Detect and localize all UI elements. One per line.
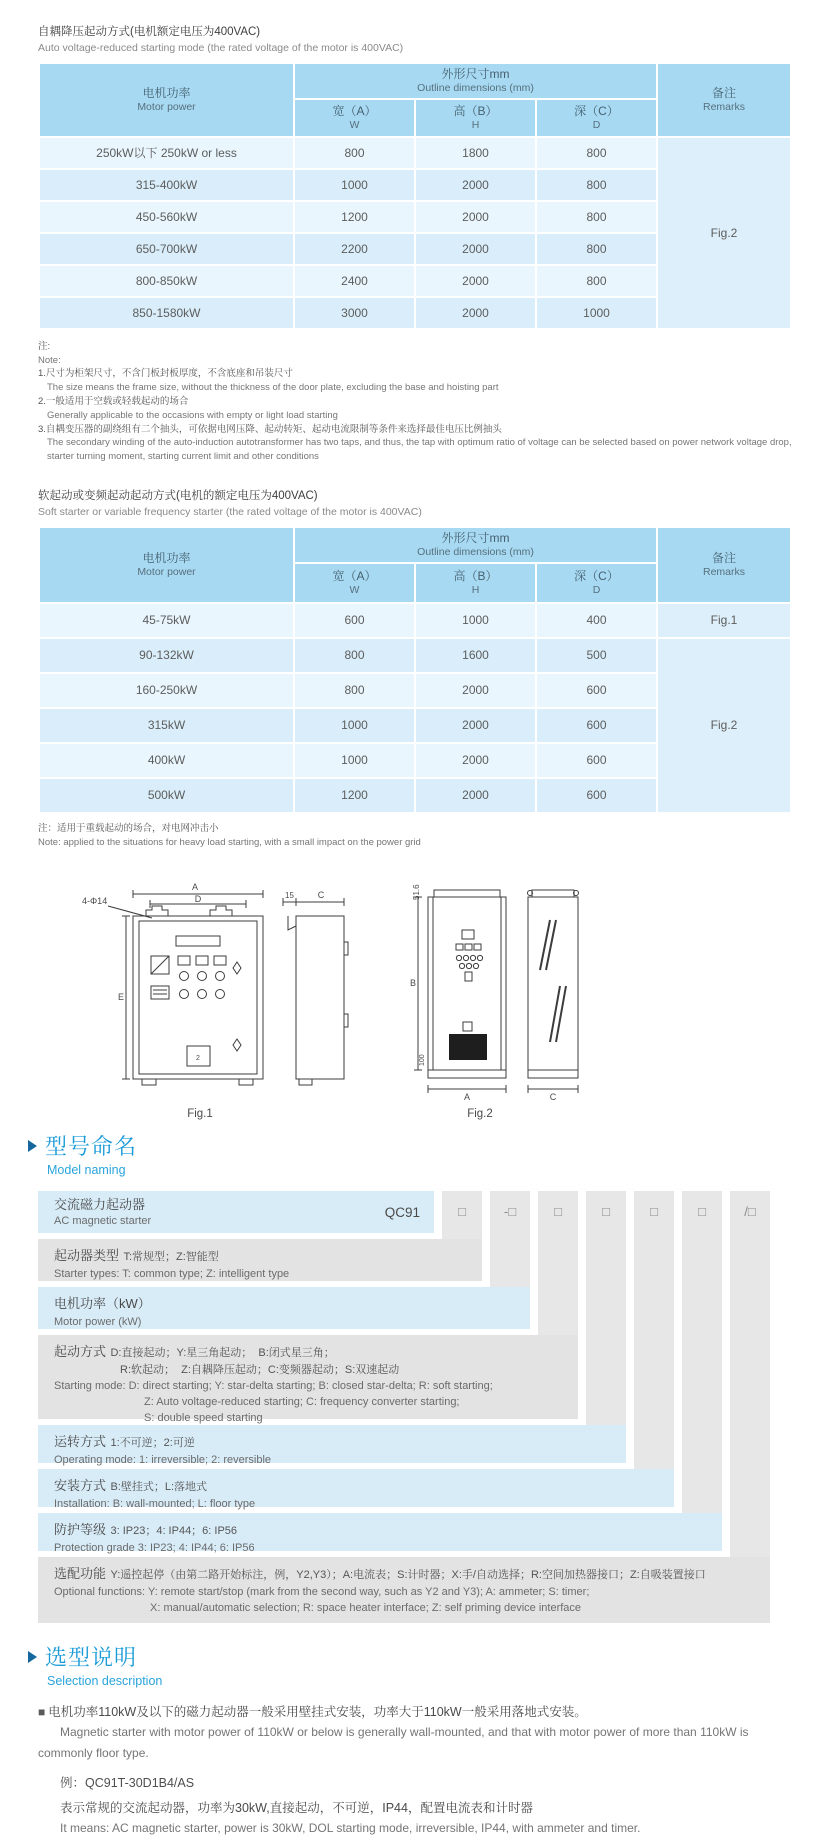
cell-w: 600: [295, 604, 414, 637]
naming-row-protection-grade: [38, 1513, 722, 1555]
cell-power: 500kW: [40, 779, 293, 812]
section-arrow-icon: [28, 1651, 37, 1663]
note-line: 注：适用于重载起动的场合，对电网冲击小: [38, 822, 219, 834]
header-remarks: 备注 Remarks: [658, 64, 790, 136]
cell-w: 1000: [295, 709, 414, 742]
cell-d: 800: [537, 170, 656, 200]
cell-d: 1000: [537, 298, 656, 328]
header-width: 宽（A） W: [295, 100, 414, 136]
header-motor-power: 电机功率 Motor power: [40, 64, 293, 136]
selection-paragraph-en: Magnetic starter with motor power of 110kW or below is generally wall-mounted, and that with motor power of more than 110kW is: [60, 1725, 749, 1740]
cell-w: 1200: [295, 779, 414, 812]
naming-row-starter-type: [38, 1239, 482, 1281]
cell-d: 800: [537, 138, 656, 168]
cell-h: 2000: [416, 709, 535, 742]
naming-en: Starting mode: D: direct starting; Y: star-delta starting; B: closed star-delta; R: soft starting;: [54, 1380, 493, 1393]
dim-label-d: D: [194, 894, 202, 905]
cell-power: 400kW: [40, 744, 293, 777]
cell-d: 600: [537, 779, 656, 812]
note-line: 1.尺寸为柜架尺寸，不含门板封板厚度，不含底座和吊装尺寸: [38, 368, 293, 380]
cell-h: 2000: [416, 170, 535, 200]
cell-w: 1000: [295, 744, 414, 777]
code-box: □: [602, 1204, 610, 1220]
dim-label-a: A: [191, 882, 199, 893]
code-stripe-2: [490, 1191, 530, 1287]
header-depth: 深（C） D: [537, 100, 656, 136]
selection-title-en: Selection description: [47, 1674, 163, 1689]
naming-detail: R:软起动； Z:自耦降压起动；C:变频器起动；S:双速起动: [120, 1364, 400, 1377]
section-arrow-icon: [28, 1140, 37, 1152]
note-line: 3.自耦变压器的副绕组有二个抽头，可依据电网压降、起动转矩、起动电流限制等条件来选择最佳电压比例抽头: [38, 423, 502, 435]
naming-detail: 1:不可逆；2:可逆: [110, 1437, 195, 1450]
naming-row-installation: [38, 1469, 674, 1511]
code-box: /□: [744, 1204, 756, 1220]
naming-en: Z: Auto voltage-reduced starting; C: frequency converter starting;: [144, 1396, 460, 1409]
dim-label-a2: A: [463, 1092, 471, 1103]
dim-label-phi: 4-Φ14: [82, 896, 108, 907]
dim-label-b: B: [409, 978, 417, 989]
table1-title-cn: 自耦降压起动方式(电机额定电压为400VAC): [38, 26, 261, 38]
header-outline-dimensions: 外形尺寸mm Outline dimensions (mm): [295, 528, 656, 562]
cell-w: 3000: [295, 298, 414, 328]
selection-header: [28, 1641, 792, 1672]
naming-en: Protection grade 3: IP23; 4: IP44; 6: IP56: [54, 1542, 255, 1555]
naming-en: Optional functions: Y: remote start/stop (mark from the second way, such as Y2 and Y3); A: ammeter; S: timer;: [54, 1586, 590, 1599]
naming-en: X: manual/automatic selection; R: space heater interface; Z: self priming device interface: [150, 1602, 582, 1615]
cell-d: 800: [537, 202, 656, 232]
cell-w: 1000: [295, 170, 414, 200]
table2-title-en: Soft starter or variable frequency starter (the rated voltage of the motor is 400VAC): [38, 506, 422, 519]
cell-h: 1000: [416, 604, 535, 637]
code-box: □: [458, 1204, 466, 1220]
code-box: □: [698, 1204, 706, 1220]
code-box: □: [554, 1204, 562, 1220]
model-naming-title-cn: 型号命名: [45, 1134, 138, 1160]
cell-h: 2000: [416, 744, 535, 777]
note-line: starter turning moment, starting current limit and other conditions: [47, 451, 319, 463]
header-height: 高（B） H: [416, 564, 535, 602]
cell-remark: Fig.2: [658, 138, 790, 328]
naming-row-motor-power: [38, 1287, 530, 1329]
fig1-side-view: [283, 890, 348, 1085]
naming-label: 安装方式: [54, 1478, 107, 1494]
naming-en: Installation: B: wall-mounted; L: floor type: [54, 1498, 256, 1511]
table-header-row: [40, 64, 790, 98]
note-line: 2.一般适用于空载或轻载起动的场合: [38, 396, 189, 407]
code-stripe-6: [682, 1191, 722, 1513]
selection-paragraph-en: commonly floor type.: [38, 1746, 149, 1761]
product-name-cn: 交流磁力起动器: [54, 1197, 146, 1213]
cell-w: 800: [295, 639, 414, 672]
table-row: [40, 639, 790, 672]
cell-remark-fig2: Fig.2: [658, 639, 790, 812]
cell-h: 2000: [416, 674, 535, 707]
example-description-cn: 表示常规的交流起动器，功率为30kW,直接起动，不可逆，IP44，配置电流表和计时器: [60, 1801, 533, 1816]
table-row: [40, 138, 790, 168]
dim-label-100: 100: [419, 1054, 426, 1067]
naming-en: S: double speed starting: [144, 1412, 263, 1425]
cell-power: 45-75kW: [40, 604, 293, 637]
cell-power: 90-132kW: [40, 639, 293, 672]
naming-row-product: [38, 1191, 434, 1233]
cell-h: 2000: [416, 202, 535, 232]
plate-label: 2: [196, 1055, 200, 1063]
note-line: Note: applied to the situations for heavy load starting, with a small impact on the power grid: [38, 837, 421, 849]
naming-detail: Y:遥控起停（由第二路开始标注，例，Y2,Y3）；A:电流表；S:计时器；X:手/自动选择；R:空间加热器接口；Z:自吸装置接口: [110, 1569, 706, 1582]
cell-d: 800: [537, 266, 656, 296]
cell-w: 800: [295, 674, 414, 707]
square-bullet-icon: ■: [38, 1705, 46, 1720]
naming-detail: B:壁挂式；L:落地式: [110, 1481, 208, 1494]
header-motor-power: 电机功率 Motor power: [40, 528, 293, 602]
table-header-row: [40, 528, 790, 562]
auto-reduced-dimensions-table: [38, 62, 792, 330]
cell-power: 650-700kW: [40, 234, 293, 264]
cell-power: 850-1580kW: [40, 298, 293, 328]
dim-label-c2: C: [549, 1092, 557, 1103]
naming-row-starting-mode: [38, 1335, 578, 1425]
cell-h: 2000: [416, 266, 535, 296]
fig1-caption: Fig.1: [187, 1108, 213, 1121]
model-code: QC91: [384, 1204, 420, 1220]
code-box: -□: [503, 1204, 517, 1220]
cell-remark-fig1: Fig.1: [658, 604, 790, 637]
cell-h: 1600: [416, 639, 535, 672]
cell-w: 2200: [295, 234, 414, 264]
cell-d: 600: [537, 674, 656, 707]
selection-section: [38, 1641, 792, 1839]
table2-note: [38, 822, 792, 851]
note-line: Note:: [38, 354, 61, 366]
naming-label: 防护等级: [54, 1522, 107, 1538]
code-box: □: [650, 1204, 658, 1220]
model-naming-title-en: Model naming: [47, 1163, 126, 1178]
cell-power: 800-850kW: [40, 266, 293, 296]
fig2-side-view: [528, 890, 579, 1102]
dim-label-e: E: [117, 992, 125, 1003]
naming-label: 起动方式: [54, 1344, 107, 1360]
soft-starter-dimensions-table: [38, 526, 792, 814]
header-outline-dimensions: 外形尺寸mm Outline dimensions (mm): [295, 64, 656, 98]
cell-power: 315kW: [40, 709, 293, 742]
header-height: 高（B） H: [416, 100, 535, 136]
example-description-en: It means: AC magnetic starter, power is 30kW, DOL starting mode, irreversible, IP44, with ammeter and timer.: [60, 1821, 641, 1836]
cell-w: 2400: [295, 266, 414, 296]
header-remarks: 备注 Remarks: [658, 528, 790, 602]
note-line: 注:: [38, 340, 51, 352]
fig2-front-view: [410, 884, 506, 1102]
naming-row-operating-mode: [38, 1425, 626, 1467]
dim-label-516: 51.6: [412, 884, 421, 901]
cell-power: 450-560kW: [40, 202, 293, 232]
table1-title-en: Auto voltage-reduced starting mode (the rated voltage of the motor is 400VAC): [38, 42, 404, 55]
cell-power: 315-400kW: [40, 170, 293, 200]
fig1-front-view: [82, 882, 263, 1085]
model-naming-table: [38, 1191, 792, 1623]
note-line: Generally applicable to the occasions with empty or light load starting: [47, 409, 338, 421]
fig2-caption: Fig.2: [467, 1108, 493, 1121]
code-stripe-1: [442, 1191, 482, 1239]
cell-h: 2000: [416, 779, 535, 812]
note-line: The size means the frame size, without the thickness of the door plate, excluding the base and hoisting part: [47, 382, 499, 394]
cell-power: 160-250kW: [40, 674, 293, 707]
selection-title-cn: 选型说明: [45, 1645, 138, 1671]
naming-label: 选配功能: [54, 1566, 107, 1582]
example-model-code: 例：QC91T-30D1B4/AS: [60, 1776, 195, 1791]
figure-drawings: [38, 874, 792, 1122]
naming-detail: T:常规型；Z:智能型: [123, 1251, 219, 1264]
cell-d: 400: [537, 604, 656, 637]
naming-row-optional-functions: [38, 1557, 770, 1623]
code-stripe-3: [538, 1191, 578, 1335]
note-line: The secondary winding of the auto-induction autotransformer has two taps, and thus, the tap with optimum ratio of voltage can be selected based on power network voltage drop,: [47, 437, 792, 449]
naming-label: 电机功率（kW）: [54, 1296, 151, 1312]
naming-detail: 3: IP23；4: IP44；6: IP56: [110, 1525, 238, 1538]
cell-w: 1200: [295, 202, 414, 232]
dim-label-c: C: [317, 890, 325, 901]
naming-en: Operating mode: 1: irreversible; 2: reversible: [54, 1454, 272, 1467]
cell-h: 1800: [416, 138, 535, 168]
naming-en: Starter types: T: common type; Z: intelligent type: [54, 1268, 290, 1281]
table1-notes: [38, 340, 792, 464]
cell-h: 2000: [416, 234, 535, 264]
table2-title-cn: 软起动或变频起动起动方式(电机的额定电压为400VAC): [38, 489, 318, 502]
cell-w: 800: [295, 138, 414, 168]
header-width: 宽（A） W: [295, 564, 414, 602]
naming-detail: D:直接起动；Y:星三角起动； B:闭式星三角；: [110, 1347, 335, 1360]
naming-label: 运转方式: [54, 1434, 107, 1450]
table-row: [40, 604, 790, 637]
code-stripe-5: [634, 1191, 674, 1469]
selection-paragraph-cn: ■ 电机功率110kW及以下的磁力起动器一般采用壁挂式安装，功率大于110kW一般采用落地式安装。: [38, 1705, 587, 1720]
cell-h: 2000: [416, 298, 535, 328]
cell-d: 500: [537, 639, 656, 672]
dimension-drawings-svg: [38, 874, 792, 1122]
cell-d: 600: [537, 744, 656, 777]
cell-d: 800: [537, 234, 656, 264]
cell-power: 250kW以下 250kW or less: [40, 138, 293, 168]
naming-en: Motor power (kW): [54, 1316, 142, 1329]
dim-label-15: 15: [285, 891, 294, 901]
product-name-en: AC magnetic starter: [54, 1214, 152, 1227]
cell-d: 600: [537, 709, 656, 742]
code-stripe-7: [730, 1191, 770, 1557]
model-naming-header: [28, 1130, 792, 1161]
naming-label: 起动器类型: [54, 1248, 120, 1264]
header-depth: 深（C） D: [537, 564, 656, 602]
code-stripe-4: [586, 1191, 626, 1425]
